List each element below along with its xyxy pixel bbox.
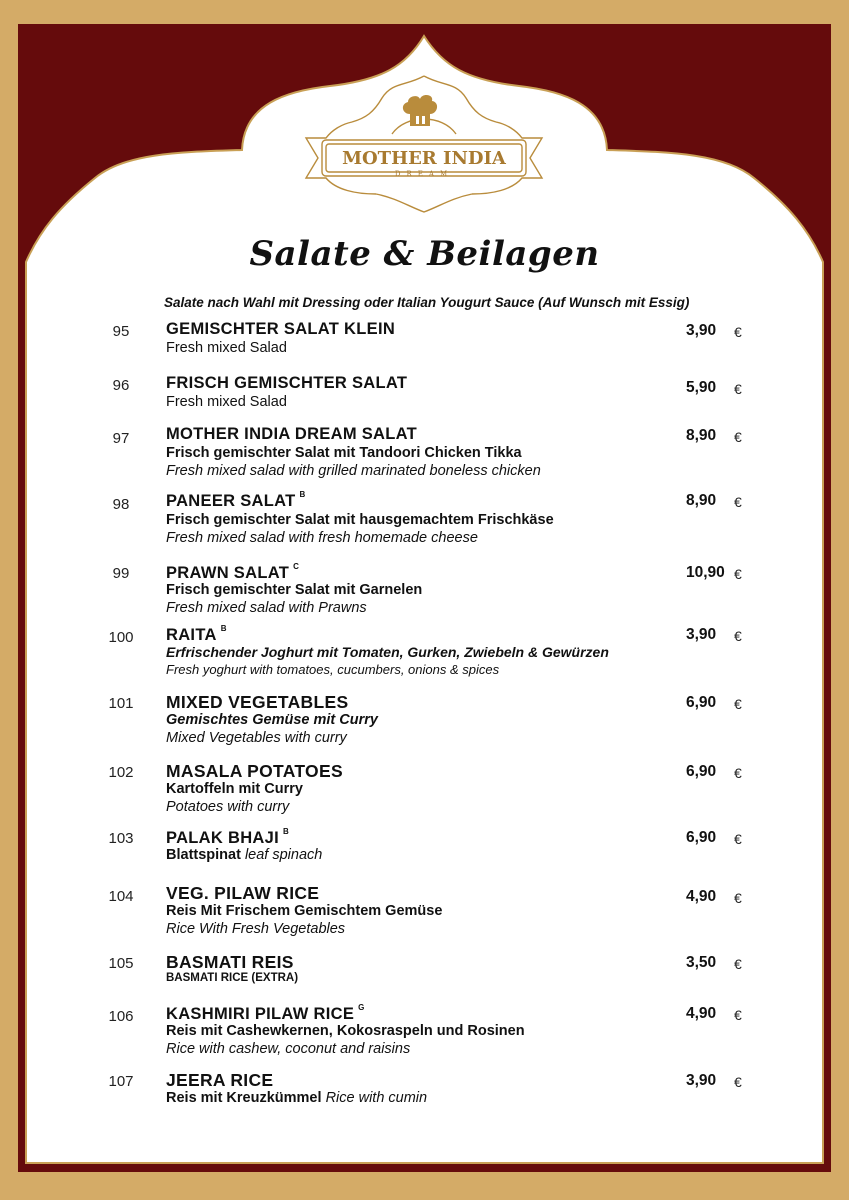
item-desc-en: Fresh mixed salad with grilled marinated boneless chicken [166, 463, 541, 479]
euro-symbol: € [734, 324, 742, 340]
euro-symbol: € [734, 494, 742, 510]
item-desc-de: Frisch gemischter Salat mit hausgemachtem Frischkäse [166, 512, 554, 528]
item-number: 103 [108, 830, 134, 847]
item-number: 98 [112, 496, 130, 513]
item-number: 101 [108, 695, 134, 712]
item-price: 6,90 [686, 829, 717, 846]
item-desc-de: Blattspinat [166, 847, 241, 863]
subtitle: Salate nach Wahl mit Dressing oder Italian Yougurt Sauce (Auf Wunsch mit Essig) [164, 295, 690, 310]
logo-text: MOTHER INDIA [342, 148, 506, 169]
item-price: 5,90 [686, 379, 717, 396]
item-price: 4,90 [686, 1005, 717, 1022]
item-price: 3,50 [686, 954, 717, 971]
item-name: MOTHER INDIA DREAM SALAT [166, 425, 418, 443]
item-name: PRAWN SALAT $^C$ [166, 562, 300, 582]
item-price: 8,90 [686, 427, 717, 444]
item-desc-en: Rice with cashew, coconut and raisins [166, 1041, 411, 1057]
item-desc-de: Kartoffeln mit Curry [166, 781, 303, 797]
allergen-mark: C [293, 562, 300, 571]
item-number: 96 [112, 377, 130, 394]
euro-symbol: € [734, 890, 742, 906]
euro-symbol: € [734, 429, 742, 445]
euro-symbol: € [734, 765, 742, 781]
item-number: 106 [108, 1008, 134, 1025]
item-desc-de: Reis mit Kreuzkümmel [166, 1090, 322, 1106]
item-desc-en: Fresh mixed Salad [166, 394, 287, 410]
item-number: 100 [108, 629, 134, 646]
item-number: 99 [112, 565, 130, 582]
euro-symbol: € [734, 831, 742, 847]
item-name: MIXED VEGETABLES [166, 692, 349, 712]
euro-symbol: € [734, 1074, 742, 1090]
allergen-mark: B [283, 827, 290, 836]
item-desc-en: Fresh yoghurt with tomatoes, cucumbers, onions & spices [166, 662, 500, 677]
item-desc-en: Rice with cumin [325, 1090, 428, 1106]
euro-symbol: € [734, 628, 742, 644]
item-price: 4,90 [686, 888, 717, 905]
item-number: 95 [112, 323, 130, 340]
item-number: 107 [108, 1073, 134, 1090]
item-name: GEMISCHTER SALAT KLEIN [166, 320, 396, 338]
item-desc-en: leaf spinach [244, 847, 323, 863]
item-number: 97 [112, 430, 130, 447]
item-price: 10,90 [686, 564, 725, 581]
item-price: 8,90 [686, 492, 717, 509]
item-desc-de: Frisch gemischter Salat mit Garnelen [166, 582, 423, 598]
item-name: VEG. PILAW RICE [166, 883, 320, 903]
item-desc-en: Mixed Vegetables with curry [166, 730, 347, 746]
euro-symbol: € [734, 956, 742, 972]
page-title: Salate & Beilagen [249, 234, 600, 274]
item-desc-de: Reis mit Cashewkernen, Kokosraspeln und Rosinen [166, 1023, 525, 1039]
item-price: 3,90 [686, 626, 717, 643]
item-desc-en: Fresh mixed Salad [166, 340, 287, 356]
item-price: 3,90 [686, 1072, 717, 1089]
item-desc-en: Potatoes with curry [166, 799, 290, 815]
euro-symbol: € [734, 1007, 742, 1023]
item-desc [166, 847, 322, 863]
item-price: 6,90 [686, 763, 717, 780]
item-number: 105 [108, 955, 134, 972]
restaurant-logo [296, 74, 552, 214]
item-name: RAITA $^B$ [166, 624, 227, 644]
item-desc-en: Fresh mixed salad with fresh homemade cheese [166, 530, 478, 546]
item-desc-de: Reis Mit Frischem Gemischtem Gemüse [166, 903, 443, 919]
item-desc [166, 1090, 427, 1106]
item-name: FRISCH GEMISCHTER SALAT [166, 374, 408, 392]
item-desc-de: Gemischtes Gemüse mit Curry [166, 712, 378, 728]
item-desc-en: Rice With Fresh Vegetables [166, 921, 346, 937]
item-name: PALAK BHAJI $^B$ [166, 827, 290, 847]
item-name: BASMATI REIS [166, 952, 294, 972]
allergen-mark: B [299, 490, 306, 499]
item-desc-en: Fresh mixed salad with Prawns [166, 600, 367, 616]
item-desc-en: BASMATI RICE (EXTRA) [166, 972, 299, 984]
item-name: PANEER SALAT $^B$ [166, 490, 306, 510]
item-number: 104 [108, 888, 134, 905]
item-price: 3,90 [686, 322, 717, 339]
item-number: 102 [108, 764, 134, 781]
euro-symbol: € [734, 566, 742, 582]
euro-symbol: € [734, 696, 742, 712]
allergen-mark: B [220, 624, 227, 633]
euro-symbol: € [734, 381, 742, 397]
item-price: 6,90 [686, 694, 717, 711]
item-desc-de: Frisch gemischter Salat mit Tandoori Chicken Tikka [166, 445, 522, 461]
item-name: MASALA POTATOES [166, 761, 343, 781]
logo-subtext: DREAM [394, 170, 454, 178]
item-desc-de: Erfrischender Joghurt mit Tomaten, Gurken, Zwiebeln & Gewürzen [166, 644, 609, 660]
allergen-mark: G [358, 1003, 365, 1012]
item-name: KASHMIRI PILAW RICE $^G$ [166, 1003, 365, 1023]
item-name: JEERA RICE [166, 1070, 274, 1090]
